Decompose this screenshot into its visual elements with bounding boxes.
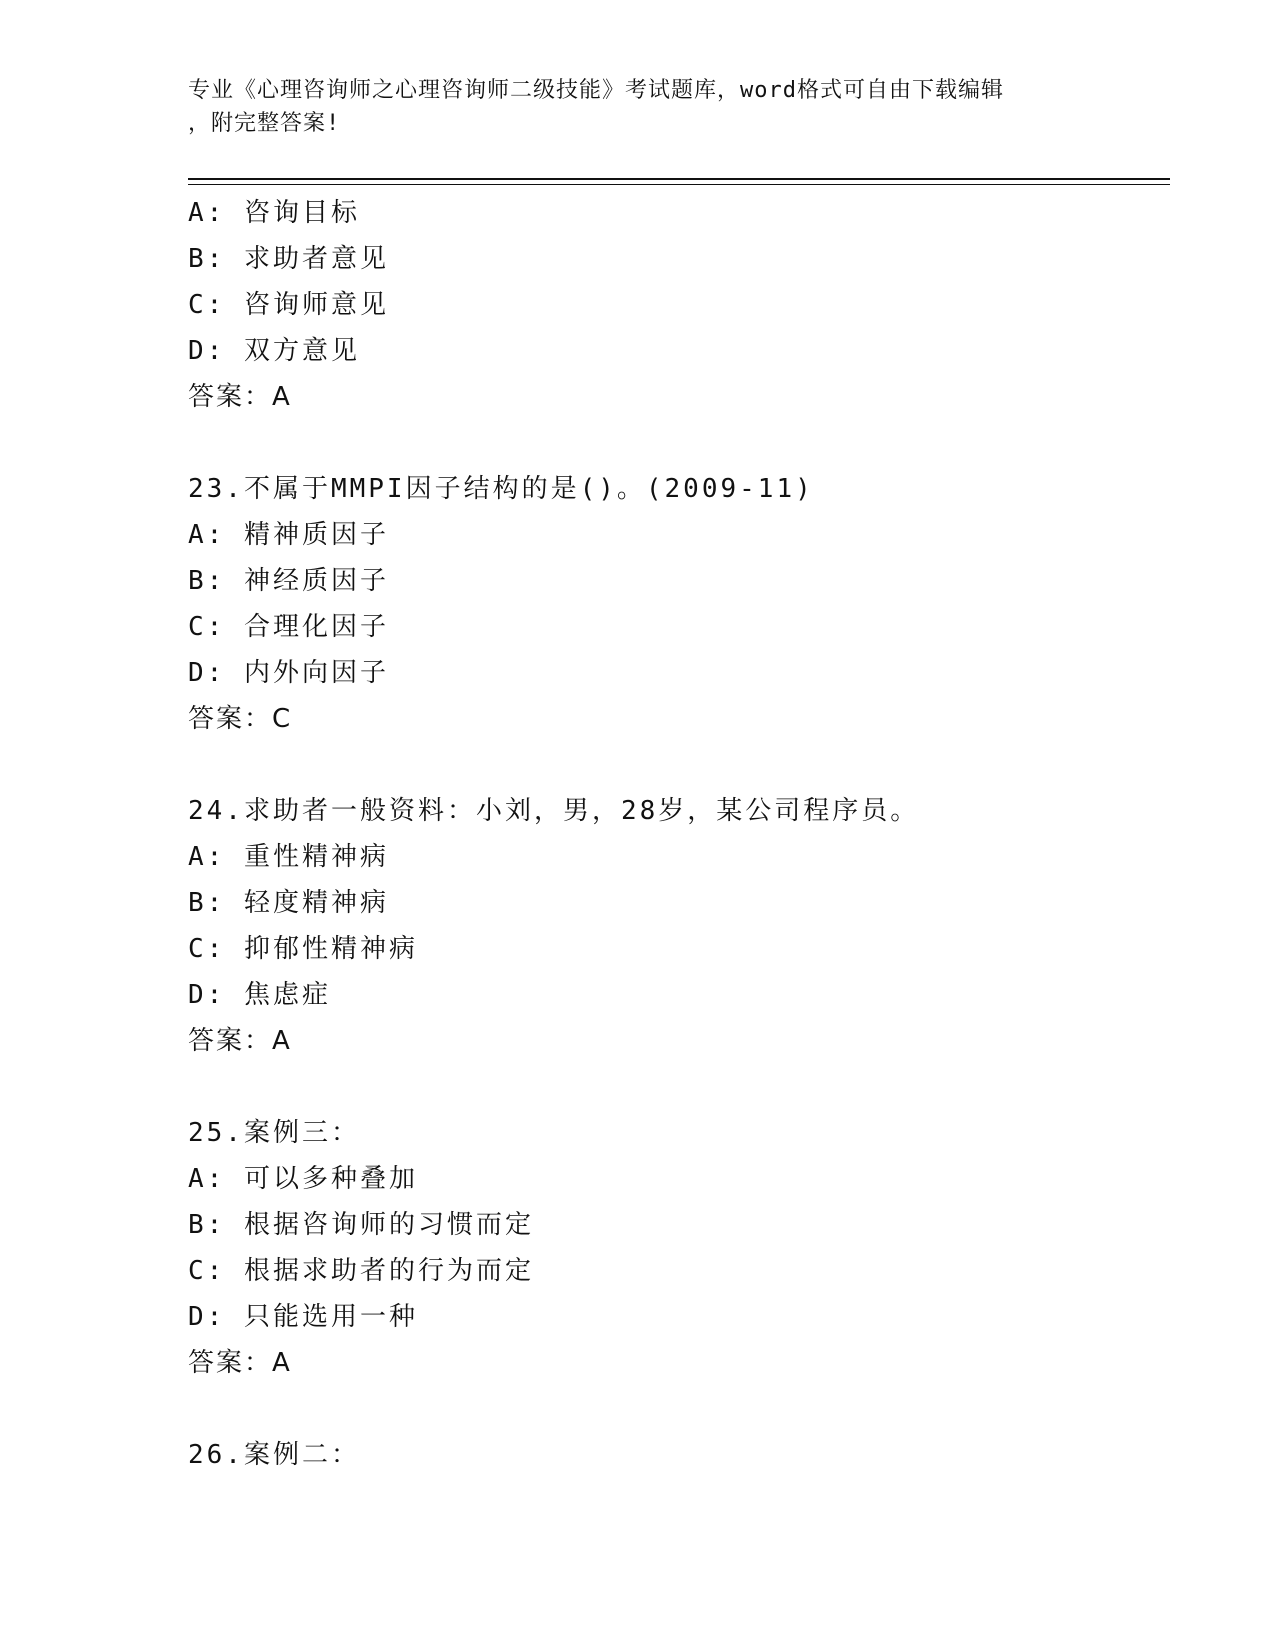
header-line-1: 专业《心理咨询师之心理咨询师二级技能》考试题库，word格式可自由下载编辑	[188, 78, 1004, 103]
question-block-22	[188, 190, 1170, 420]
answer-line: 答案：A	[188, 1026, 292, 1056]
header-rule-thin	[188, 184, 1170, 185]
header-rule-thick	[188, 178, 1170, 180]
question-block-23	[188, 466, 1170, 742]
question-spacer	[188, 1386, 1170, 1432]
option-a: A: 可以多种叠加	[188, 1164, 418, 1194]
question-list	[188, 190, 1170, 1478]
question-text: 26.案例二：	[188, 1440, 360, 1470]
question-block-25	[188, 1110, 1170, 1386]
question-spacer	[188, 420, 1170, 466]
question-text: 24.求助者一般资料：小刘，男，28岁，某公司程序员。	[188, 796, 920, 826]
option-b: B: 轻度精神病	[188, 888, 389, 918]
question-spacer	[188, 742, 1170, 788]
option-d: D: 内外向因子	[188, 658, 389, 688]
option-c: C: 合理化因子	[188, 612, 389, 642]
option-d: D: 焦虑症	[188, 980, 331, 1010]
question-spacer	[188, 1064, 1170, 1110]
option-c: C: 咨询师意见	[188, 290, 389, 320]
option-a: A: 重性精神病	[188, 842, 389, 872]
option-b: B: 根据咨询师的习惯而定	[188, 1210, 534, 1240]
option-b: B: 求助者意见	[188, 244, 389, 274]
answer-line: 答案：A	[188, 382, 292, 412]
option-c: C: 根据求助者的行为而定	[188, 1256, 534, 1286]
question-text: 23.不属于MMPI因子结构的是()。(2009-11)	[188, 474, 814, 504]
question-text: 25.案例三：	[188, 1118, 360, 1148]
question-block-24	[188, 788, 1170, 1064]
option-b: B: 神经质因子	[188, 566, 389, 596]
option-d: D: 只能选用一种	[188, 1302, 418, 1332]
header-line-2: ，附完整答案!	[188, 111, 341, 136]
answer-line: 答案：C	[188, 704, 293, 734]
document-header	[188, 74, 1088, 140]
answer-line: 答案：A	[188, 1348, 292, 1378]
option-c: C: 抑郁性精神病	[188, 934, 418, 964]
option-d: D: 双方意见	[188, 336, 360, 366]
option-a: A: 咨询目标	[188, 198, 360, 228]
question-block-26	[188, 1432, 1170, 1478]
option-a: A: 精神质因子	[188, 520, 389, 550]
